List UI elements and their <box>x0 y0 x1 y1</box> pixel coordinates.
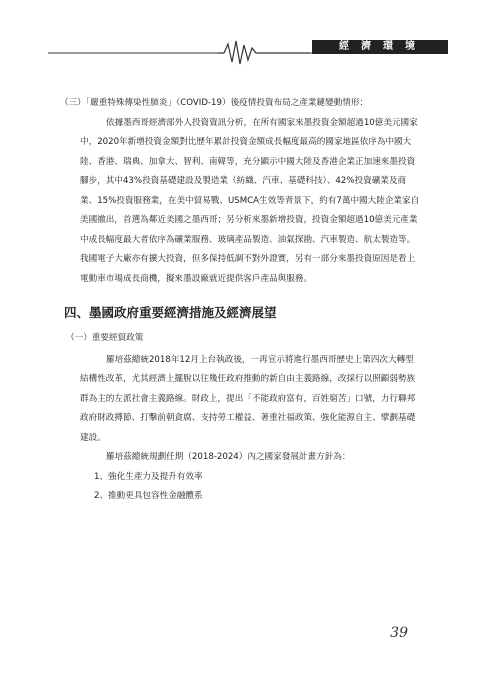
section4-heading: 四、墨國政府重要經濟措施及經濟展望 <box>64 305 277 320</box>
page-header <box>48 36 448 66</box>
page-content <box>60 94 420 507</box>
list-item: 1、強化生產力及提升有效率 <box>94 471 203 482</box>
header-label: 經濟環境 <box>312 40 448 54</box>
section3-body: 依據墨西哥經濟部外人投資資訊分析，在所有國家來墨投資金額超過10億美元國家中，2020年新增投資金額對比歷年累計投資金額成長幅度最高的國家地區依序為中國大陸、香港、瑞典、加拿大、智利、南韓等，充分顯示中國大陸及香港企業正加速來墨投資腳步，其中43%投資基礎建設及製造業（紡織、汽車、基礎科技）、42%投資礦業及商業、15%投資服務業，在美中貿易戰、USMCA生效等背景下，約有7萬中國大陸企業家自美國撤出，首選為鄰近美國之墨西哥；另分析來墨新增投資，投資金額超過10億美元產業中成長幅度最大者依序為礦業服務、玻璃產品製造、油氣探勘、汽車製造、航太製造等。我國電子大廠亦有擴大投資，但多保持低調不對外證實，另有一部分來墨投資原因是看上電動車市場成長商機，擬來墨設廠就近提供客戶產品與服務。 <box>80 117 420 284</box>
section4-para1: 羅培茲總統2018年12月上台執政後，一再宣示將進行墨西哥歷史上第四次大轉型結構性改革，尤其經濟上擺脫以往幾任政府推動的新自由主義路線，改採行以照顧弱勢族群為主的左派社會主義路線。財政上，提出「不能政府富有，百姓窮苦」口號，力行聯邦政府財政撙節、打擊前朝貪腐、支持勞工權益、著重社福政策、強化能源自主、擘劃基礎建設。 <box>80 354 416 443</box>
section4-para2: 羅培茲總統規劃任期（2018-2024）內之國家發展計畫方針為： <box>106 452 351 462</box>
page-number: 39 <box>390 625 408 641</box>
list-item: 2、推動更具包容性金融體系 <box>94 491 203 501</box>
section3-title: （三）「嚴重特殊傳染性肺炎」（COVID-19）後疫情投資布局之產業鏈變動情形： <box>60 98 369 108</box>
section4-sub1: （一）重要經貿政策 <box>66 333 144 343</box>
